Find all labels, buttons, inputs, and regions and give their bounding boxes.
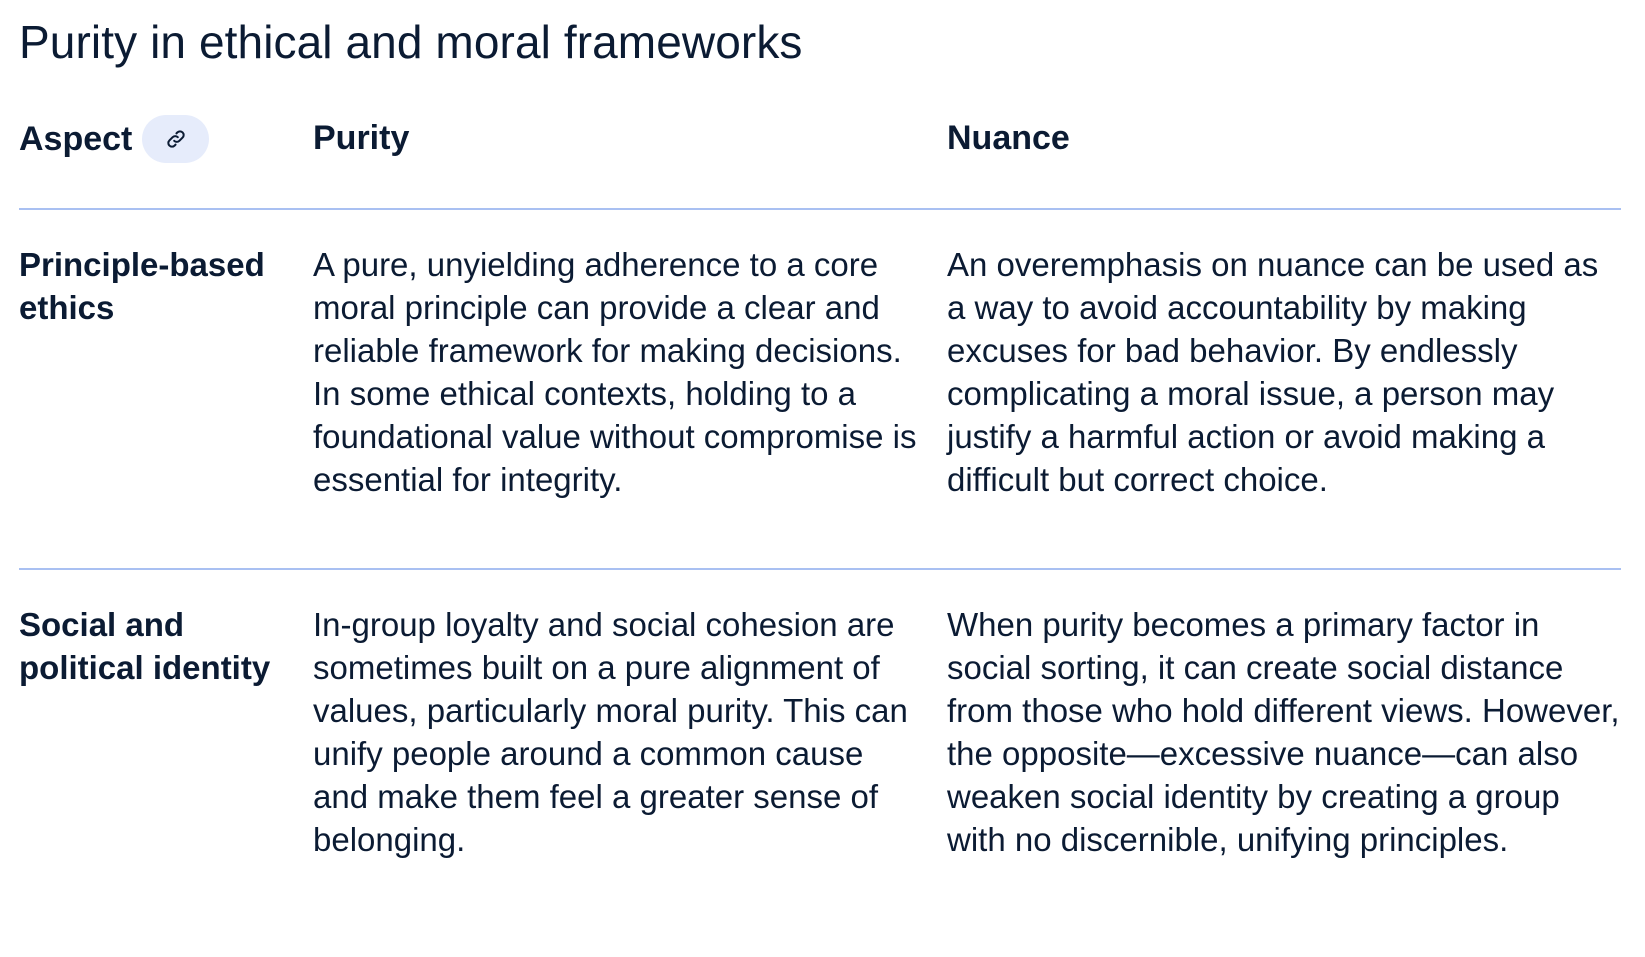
nuance-cell (947, 243, 1621, 568)
header-nuance (947, 115, 1621, 161)
aspect-cell (19, 243, 313, 568)
header-purity-label: Purity (313, 119, 410, 157)
header-purity (313, 115, 947, 161)
purity-text: A pure, unyielding adherence to a core moral principle can provide a clear and reliable framework for making decisions. In some ethical contexts, holding to a foundational value without compromise is essential for integrity. (313, 246, 917, 498)
header-aspect-label: Aspect (19, 120, 133, 158)
purity-cell (313, 603, 947, 930)
purity-text: In-group loyalty and social cohesion are sometimes built on a pure alignment of values, particularly moral purity. This can unify people around a common cause and make them feel a greater sense of belonging. (313, 606, 908, 858)
aspect-label: Principle-based ethics (19, 246, 265, 326)
aspect-label: Social and political identity (19, 606, 271, 686)
aspect-cell (19, 603, 313, 930)
page-title: Purity in ethical and moral frameworks (19, 16, 803, 68)
table-header-row (19, 110, 1621, 210)
comparison-table (19, 110, 1621, 930)
header-nuance-label: Nuance (947, 119, 1070, 157)
nuance-text: When purity becomes a primary factor in social sorting, it can create social distance from those who hold different views. However, the opposite—excessive nuance—can also weaken social identity by creating a group with no discernible, unifying principles. (947, 606, 1620, 858)
nuance-cell (947, 603, 1621, 930)
table-row (19, 570, 1621, 930)
header-aspect (19, 115, 313, 163)
copy-link-button[interactable] (142, 115, 209, 163)
link-icon (165, 128, 187, 150)
nuance-text: An overemphasis on nuance can be used as a way to avoid accountability by making excuses for bad behavior. By endlessly complicating a moral issue, a person may justify a harmful action or avoid making a difficult but correct choice. (947, 246, 1599, 498)
purity-cell (313, 243, 947, 568)
table-row (19, 210, 1621, 570)
